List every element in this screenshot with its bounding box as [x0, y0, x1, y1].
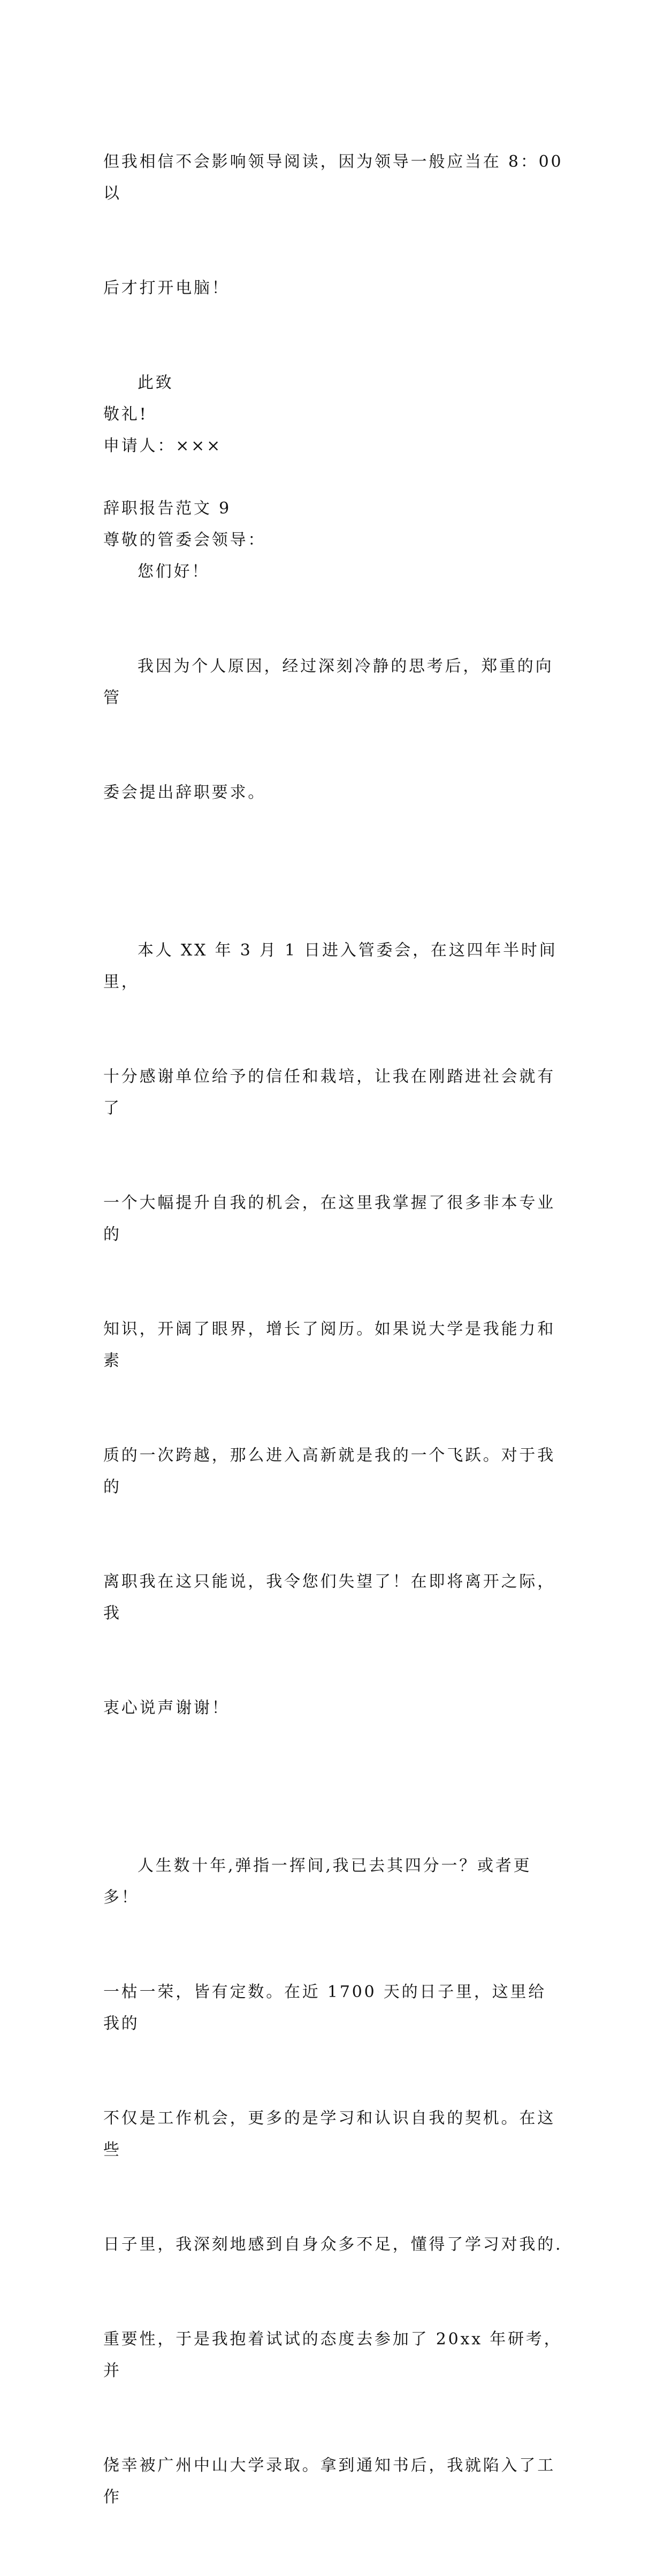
text-line: 本人 XX 年 3 月 1 日进入管委会，在这四年半时间里，	[103, 941, 558, 991]
text-line: 侥幸被广州中山大学录取。拿到通知书后，我就陷入了工作	[103, 2456, 555, 2506]
text-line: 日子里，我深刻地感到自身众多不足，懂得了学习对我的.	[103, 2235, 563, 2254]
text-line: 质的一次跨越，那么进入高新就是我的一个飞跃。对于我的	[103, 1446, 555, 1496]
addressee-line: 尊敬的管委会领导：	[103, 531, 266, 549]
text-line: 离职我在这只能说，我令您们失望了！在即将离开之际，我	[103, 1572, 555, 1623]
section-gap	[103, 462, 563, 493]
text-line: 人生数十年,弹指一挥间,我已去其四分一？或者更多！	[103, 1856, 532, 1907]
text-line: 知识，开阔了眼界，增长了阅历。如果说大学是我能力和素	[103, 1320, 555, 1370]
document-body	[103, 83, 570, 2576]
text-line: 后才打开电脑！	[103, 279, 230, 297]
paragraph-2	[103, 872, 563, 1787]
paragraph-1	[103, 587, 563, 872]
text-line: 一枯一荣，皆有定数。在近 1700 天的日子里，这里给我的	[103, 1983, 547, 2033]
section-heading: 辞职报告范文 9	[103, 499, 232, 518]
paragraph-continued	[103, 83, 570, 367]
signature-line: 申请人：×××	[103, 437, 223, 455]
text-line: 十分感谢单位给予的信任和栽培，让我在刚踏进社会就有了	[103, 1067, 555, 1118]
salutation-ci-zhi: 此致	[138, 373, 174, 392]
text-line: 一个大幅提升自我的机会，在这里我掌握了很多非本专业的	[103, 1194, 555, 1244]
text-line: 重要性，于是我抱着试试的态度去参加了 20xx 年研考，并	[103, 2330, 562, 2380]
text-line: 委会提出辞职要求。	[103, 783, 266, 802]
text-line: 但我相信不会影响领导阅读，因为领导一般应当在 8：00 以	[103, 152, 570, 203]
text-line: 我因为个人原因，经过深刻冷静的思考后，郑重的向管	[103, 657, 554, 707]
text-line: 衷心说声谢谢！	[103, 1699, 230, 1717]
salutation-jing-li: 敬礼!	[103, 405, 148, 424]
paragraph-3	[103, 1787, 563, 2576]
text-line: 不仅是工作机会，更多的是学习和认识自我的契机。在这些	[103, 2109, 555, 2159]
greeting-line: 您们好！	[138, 562, 210, 581]
